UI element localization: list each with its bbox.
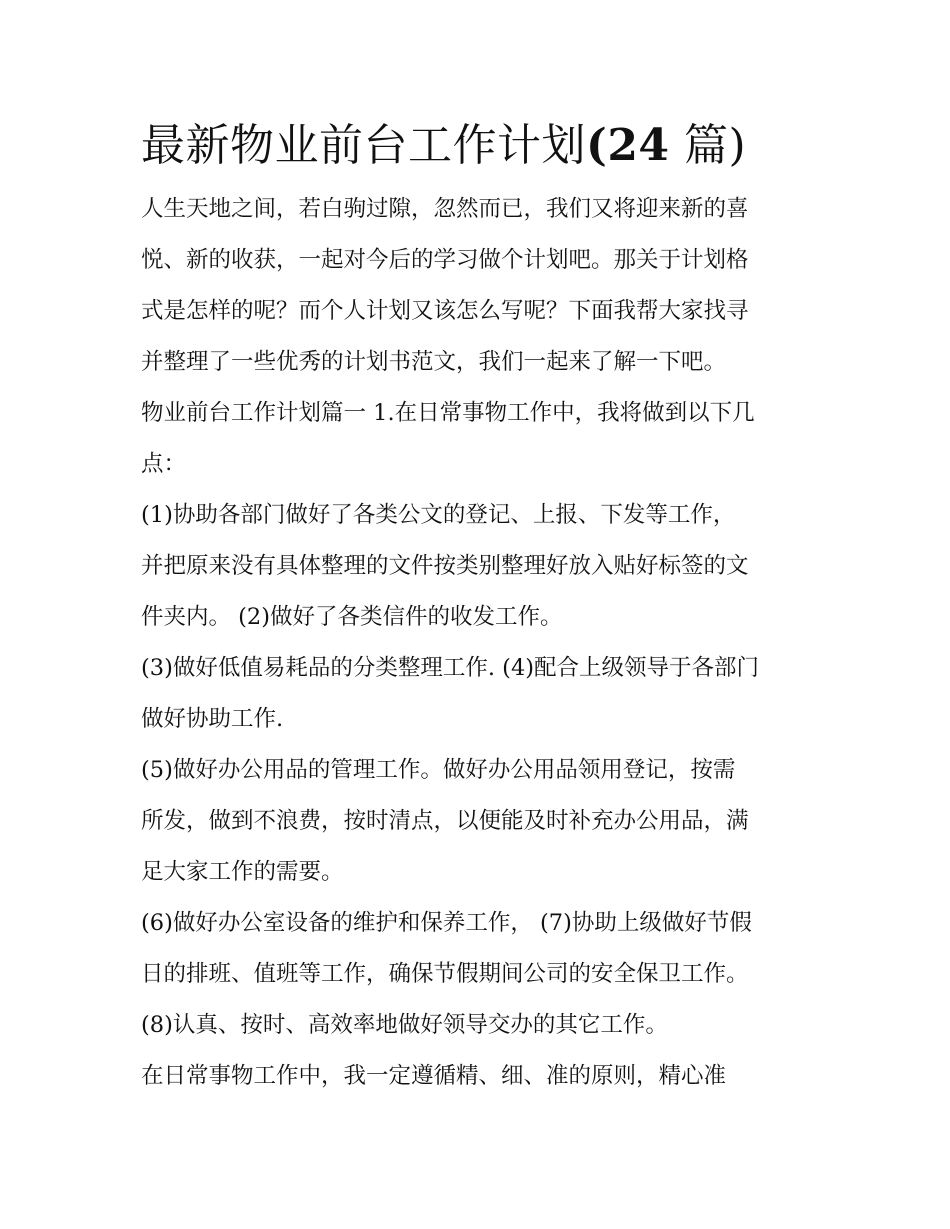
paragraph-item-5 xyxy=(141,745,813,898)
document-title xyxy=(141,114,813,178)
document-body xyxy=(141,184,813,1102)
text-line: (6)做好办公室设备的维护和保养工作， (7)协助上级做好节假 xyxy=(141,910,752,936)
title-main: 最新物业前台工作计划 xyxy=(141,120,586,171)
text-line: 人生天地之间，若白驹过隙，忽然而已，我们又将迎来新的喜 xyxy=(141,196,749,222)
paragraph-item-1-cont xyxy=(141,541,813,643)
paragraph-item-8 xyxy=(141,1000,813,1051)
text-line: (1)协助各部门做好了各类公文的登记、上报、下发等工作， xyxy=(141,502,736,528)
text-line: (3)做好低值易耗品的分类整理工作. (4)配合上级领导于各部门 xyxy=(141,655,760,681)
text-line: 物业前台工作计划篇一 1.在日常事物工作中，我将做到以下几 xyxy=(141,400,755,426)
text-line: 足大家工作的需要。 xyxy=(141,859,344,885)
paragraph-item-6-7 xyxy=(141,898,813,1000)
text-line: 点： xyxy=(141,451,187,477)
text-line: 并整理了一些优秀的计划书范文，我们一起来了解一下吧。 xyxy=(141,349,727,375)
paragraph-item-3-4 xyxy=(141,643,813,745)
paragraph-intro xyxy=(141,184,813,388)
title-count: (24 xyxy=(586,120,670,171)
paragraph-closing xyxy=(141,1051,813,1102)
document-content xyxy=(141,114,813,1102)
paragraph-item-1 xyxy=(141,490,813,541)
text-line: 悦、新的收获，一起对今后的学习做个计划吧。那关于计划格 xyxy=(141,247,749,273)
paragraph-section-one xyxy=(141,388,813,490)
text-line: 式是怎样的呢？而个人计划又该怎么写呢？下面我帮大家找寻 xyxy=(141,298,749,324)
text-line: 件夹内。 (2)做好了各类信件的收发工作。 xyxy=(141,604,563,630)
text-line: 并把原来没有具体整理的文件按类别整理好放入贴好标签的文 xyxy=(141,553,749,579)
text-line: 日的排班、值班等工作，确保节假期间公司的安全保卫工作。 xyxy=(141,961,749,987)
text-line: (8)认真、按时、高效率地做好领导交办的其它工作。 xyxy=(141,1012,668,1038)
text-line: (5)做好办公用品的管理工作。做好办公用品领用登记，按需 xyxy=(141,757,736,783)
text-line: 所发，做到不浪费，按时清点，以便能及时补充办公用品，满 xyxy=(141,808,749,834)
text-line: 做好协助工作. xyxy=(141,706,284,732)
title-suffix: 篇) xyxy=(669,120,747,171)
text-line: 在日常事物工作中，我一定遵循精、细、准的原则，精心准 xyxy=(141,1063,727,1089)
